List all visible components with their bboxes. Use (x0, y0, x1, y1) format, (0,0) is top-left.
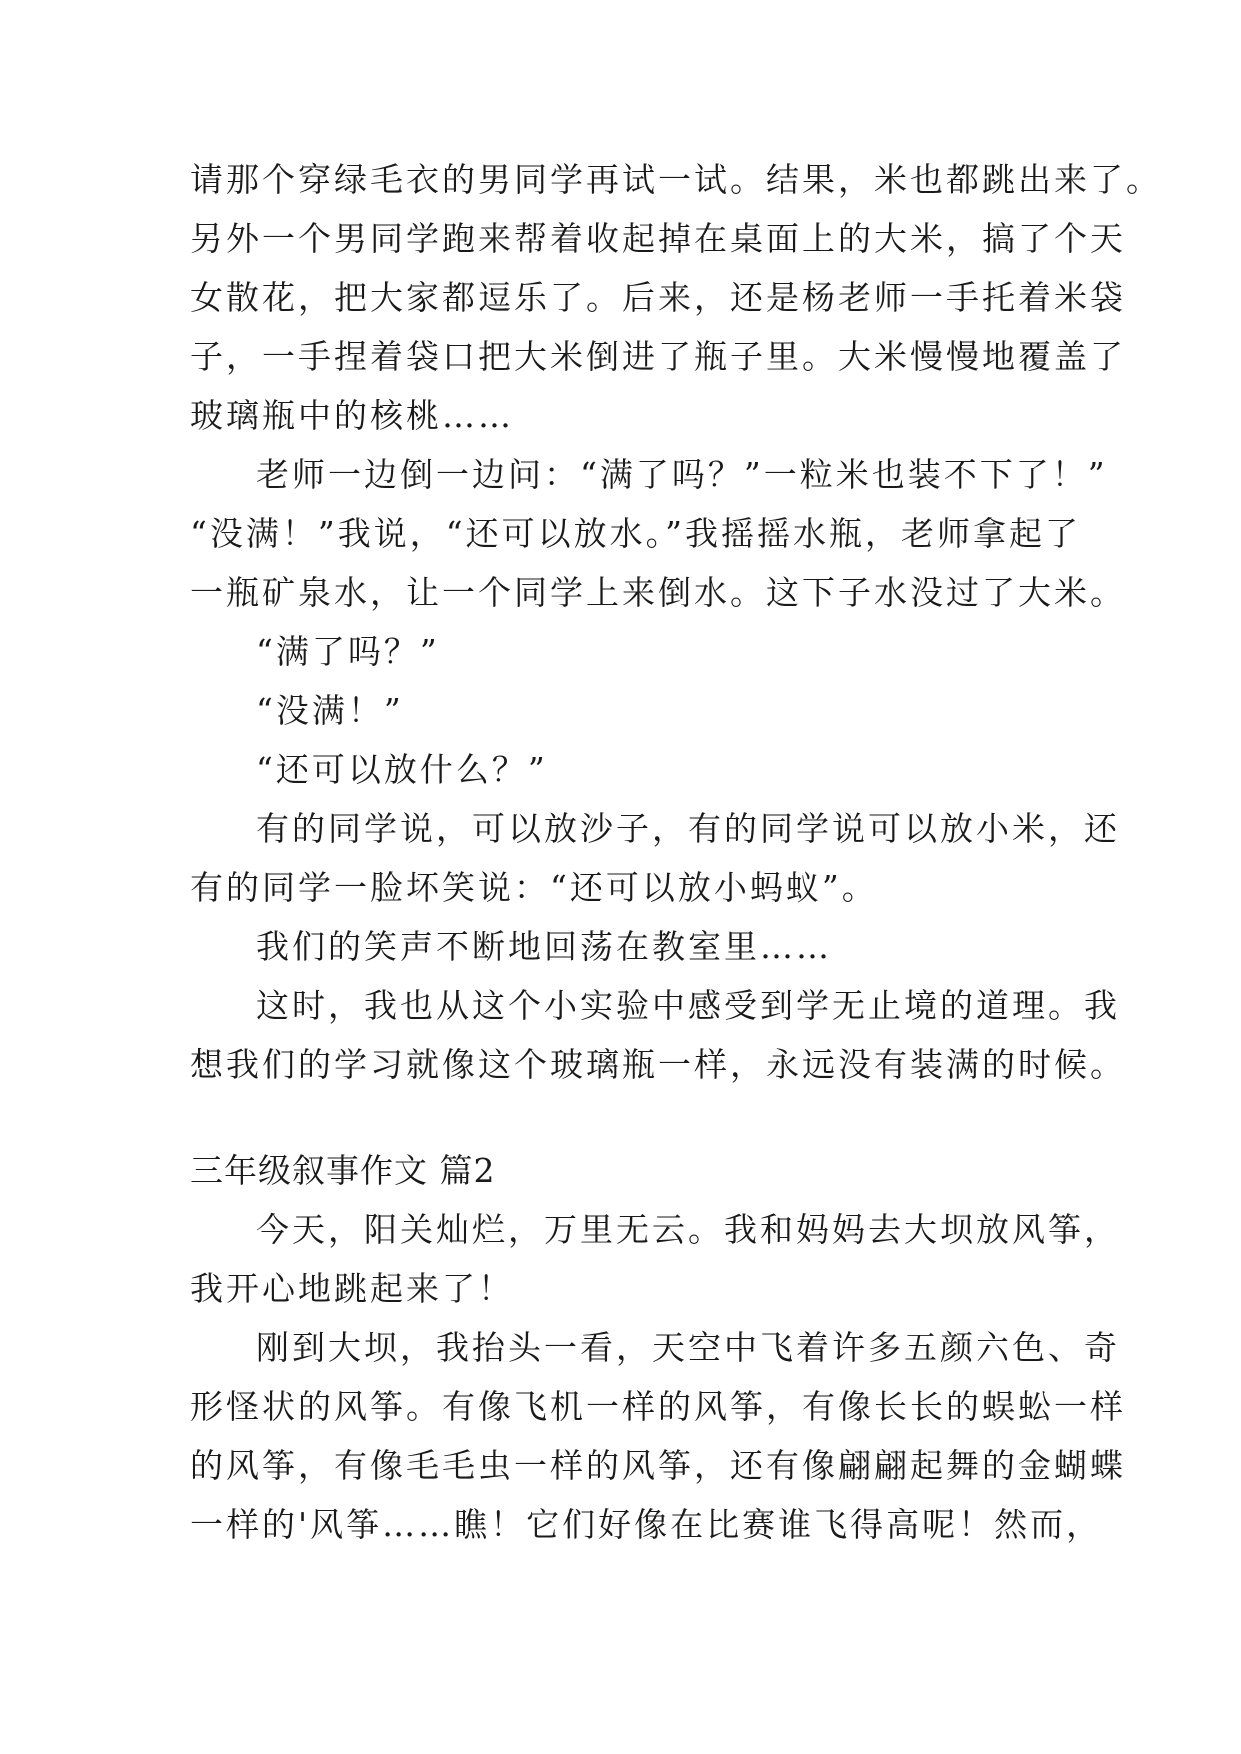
document-body (190, 150, 1162, 1554)
section-gap (190, 1094, 1070, 1141)
paragraph-line: 的风筝，有像毛毛虫一样的风筝，还有像翩翩起舞的金蝴蝶 (190, 1446, 1126, 1485)
paragraph-line: 一样的'风筝……瞧！它们好像在比赛谁飞得高呢！然而， (190, 1505, 1103, 1544)
paragraph-line: 女散花，把大家都逗乐了。后来，还是杨老师一手托着米袋 (190, 278, 1126, 317)
paragraph-line: 我开心地跳起来了！ (190, 1269, 514, 1308)
paragraph-line: 有的同学说，可以放沙子，有的同学说可以放小米，还 (256, 809, 1120, 848)
paragraph-line: 形怪状的风筝。有像飞机一样的风筝，有像长长的蜈蚣一样 (190, 1387, 1126, 1426)
paragraph-line: “没满！” (256, 691, 404, 730)
paragraph-line: “满了吗？” (256, 632, 440, 671)
paragraph-line: 有的同学一脸坏笑说：“还可以放小蚂蚁”。 (190, 868, 878, 907)
paragraph-line: 子，一手捏着袋口把大米倒进了瓶子里。大米慢慢地覆盖了 (190, 337, 1126, 376)
paragraph-line: 这时，我也从这个小实验中感受到学无止境的道理。我 (256, 986, 1120, 1025)
paragraph-line: 请那个穿绿毛衣的男同学再试一试。结果，米也都跳出来了。 (190, 160, 1162, 199)
paragraph-line: 我们的笑声不断地回荡在教室里…… (256, 927, 832, 966)
paragraph-line: 想我们的学习就像这个玻璃瓶一样，永远没有装满的时候。 (190, 1045, 1126, 1084)
paragraph-line: 另外一个男同学跑来帮着收起掉在桌面上的大米，搞了个天 (190, 219, 1126, 258)
paragraph-line: 刚到大坝，我抬头一看，天空中飞着许多五颜六色、奇 (256, 1328, 1120, 1367)
paragraph-line: 一瓶矿泉水，让一个同学上来倒水。这下子水没过了大米。 (190, 573, 1126, 612)
paragraph-line: 玻璃瓶中的核桃…… (190, 396, 514, 435)
paragraph-line: 老师一边倒一边问：“满了吗？”一粒米也装不下了！” (256, 455, 1108, 494)
paragraph-line: “还可以放什么？” (256, 750, 548, 789)
paragraph-line: “没满！”我说，“还可以放水。”我摇摇水瓶，老师拿起了 (190, 514, 1081, 553)
paragraph-line: 今天，阳关灿烂，万里无云。我和妈妈去大坝放风筝， (256, 1210, 1120, 1249)
section-heading: 三年级叙事作文 篇2 (190, 1151, 496, 1190)
